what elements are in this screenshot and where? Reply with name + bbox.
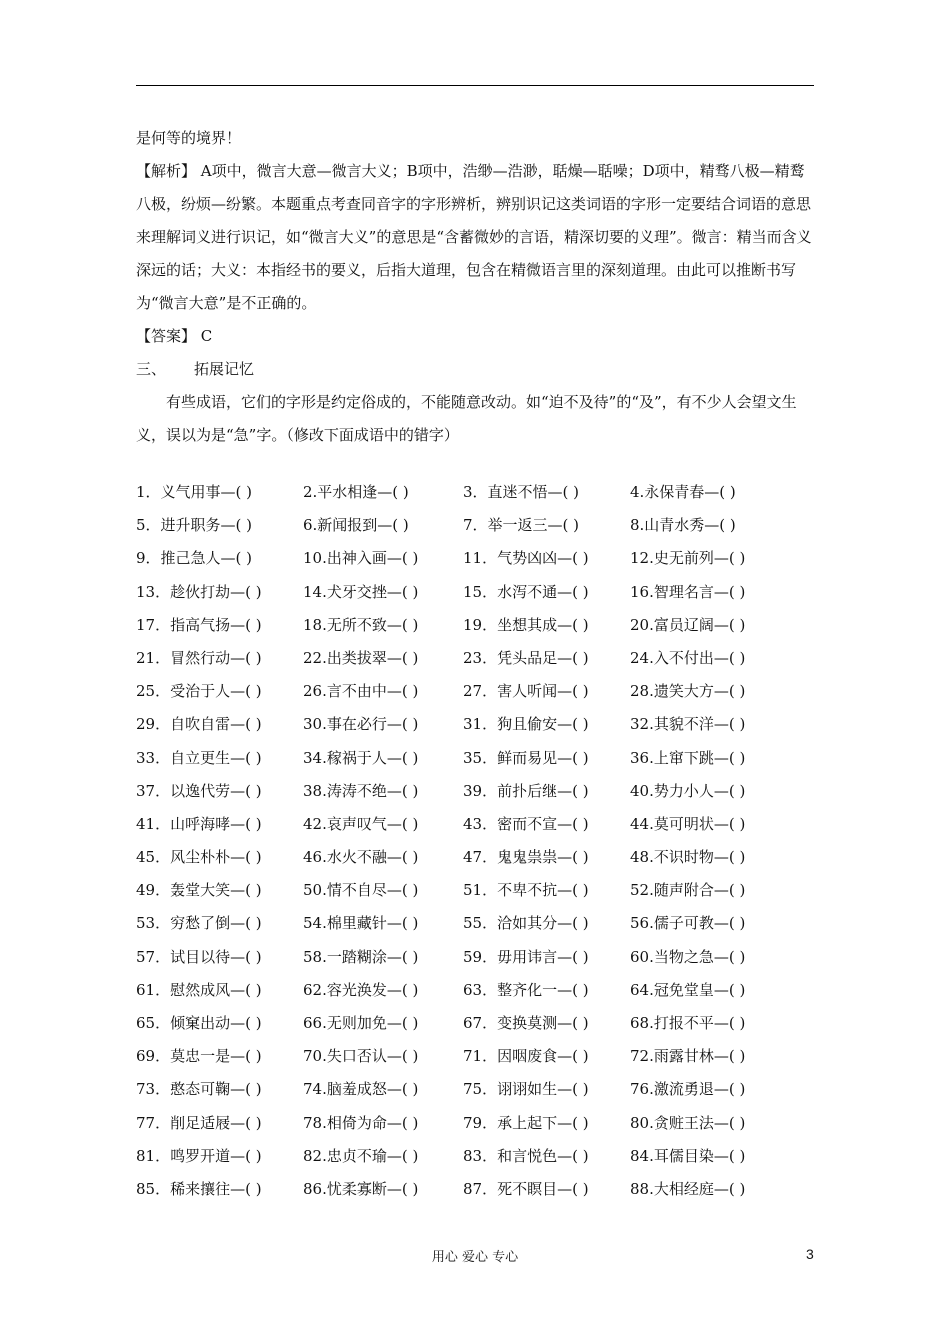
section-heading [136, 353, 816, 386]
idiom-row [136, 509, 816, 542]
idiom-item: 48.不识时物—( ) [630, 848, 746, 867]
idiom-row [136, 609, 816, 642]
idiom-item: 87．死不瞑目—( ) [463, 1179, 589, 1198]
idiom-item: 41．山呼海哮—( ) [136, 814, 262, 833]
idiom-item: 25．受治于人—( ) [136, 682, 262, 701]
idiom-item: 47．鬼鬼祟祟—( ) [463, 848, 589, 867]
idiom-item: 2.平水相逢—( ) [303, 483, 409, 501]
idiom-item: 74.脑羞成怒—( ) [303, 1080, 419, 1099]
idiom-item: 7．举一返三—( ) [463, 516, 580, 535]
idiom-item: 45．风尘朴朴—( ) [136, 848, 262, 867]
document-body [136, 122, 816, 452]
idiom-item: 6.新闻报到—( ) [303, 516, 409, 535]
idiom-row [136, 708, 816, 741]
idiom-item: 65．倾窠出动—( ) [136, 1014, 262, 1032]
idiom-item: 73．憨态可鞠—( ) [136, 1080, 262, 1099]
idiom-item: 63．整齐化一—( ) [463, 980, 589, 999]
idiom-item: 24.入不付出—( ) [630, 648, 746, 667]
idiom-row [136, 974, 816, 1007]
idiom-item: 11．气势凶凶—( ) [463, 549, 589, 568]
idiom-item: 49．轰堂大笑—( ) [136, 881, 262, 900]
idiom-item: 80.贪赃王法—( ) [630, 1113, 746, 1132]
idiom-item: 58.一踏糊涂—( ) [303, 947, 419, 966]
idiom-item: 86.忧柔寡断—( ) [303, 1179, 419, 1198]
idiom-row [136, 941, 816, 974]
idiom-item: 67．变换莫测—( ) [463, 1014, 589, 1032]
idiom-item: 10.出神入画—( ) [303, 549, 419, 568]
idiom-item: 3．直迷不悟—( ) [463, 483, 580, 501]
idiom-item: 46.水火不融—( ) [303, 848, 419, 867]
idiom-row [136, 476, 816, 509]
idiom-item: 38.涛涛不绝—( ) [303, 781, 419, 800]
idiom-item: 43．密而不宣—( ) [463, 814, 589, 833]
idiom-item: 12.史无前列—( ) [630, 549, 746, 568]
idiom-item: 1．义气用事—( ) [136, 483, 253, 501]
idiom-item: 29．自吹自雷—( ) [136, 715, 262, 734]
idiom-row [136, 1073, 816, 1106]
idiom-item: 39．前扑后继—( ) [463, 781, 589, 800]
idiom-item: 37．以逸代劳—( ) [136, 781, 262, 800]
idiom-item: 50.情不自尽—( ) [303, 881, 419, 900]
idiom-item: 82.忠贞不瑜—( ) [303, 1146, 419, 1165]
idiom-item: 72.雨露甘林—( ) [630, 1047, 746, 1066]
idiom-item: 36.上窜下跳—( ) [630, 748, 746, 767]
idiom-row [136, 576, 816, 609]
idiom-row [136, 742, 816, 775]
idiom-exercise-grid [136, 476, 816, 1206]
paragraph-continuation: 是何等的境界！ [136, 129, 242, 147]
idiom-row [136, 841, 816, 874]
idiom-item: 79．承上起下—( ) [463, 1113, 589, 1132]
idiom-item: 35．鲜而易见—( ) [463, 748, 589, 767]
idiom-item: 71．因咽废食—( ) [463, 1047, 589, 1066]
idiom-item: 16.智理名言—( ) [630, 582, 746, 601]
idiom-row [136, 1140, 816, 1173]
idiom-row [136, 675, 816, 708]
instruction-paragraph: 有些成语，它们的字形是约定俗成的，不能随意改动。如“迫不及待”的“及”，有不少人会望文生义，误以为是“急”字。（修改下面成语中的错字） [136, 393, 797, 444]
idiom-item: 57．试目以待—( ) [136, 947, 262, 966]
idiom-item: 61．慰然成风—( ) [136, 980, 262, 999]
section-title: 拓展记忆 [194, 360, 255, 378]
idiom-item: 76.激流勇退—( ) [630, 1080, 746, 1099]
header-rule [136, 85, 814, 86]
idiom-row [136, 1173, 816, 1206]
idiom-item: 55．洽如其分—( ) [463, 914, 589, 933]
idiom-row [136, 642, 816, 675]
idiom-row [136, 874, 816, 907]
idiom-item: 42.哀声叹气—( ) [303, 814, 419, 833]
idiom-item: 78.相倚为命—( ) [303, 1113, 419, 1132]
section-number: 三、 [136, 360, 167, 378]
idiom-item: 23．凭头品足—( ) [463, 648, 589, 667]
idiom-item: 21．冒然行动—( ) [136, 648, 262, 667]
idiom-item: 33．自立更生—( ) [136, 748, 262, 767]
idiom-item: 40.势力小人—( ) [630, 781, 746, 800]
idiom-item: 15．水泻不通—( ) [463, 582, 589, 601]
idiom-row [136, 1107, 816, 1140]
idiom-item: 22.出类拔翠—( ) [303, 648, 419, 667]
page-number: 3 [806, 1246, 814, 1262]
idiom-item: 52.随声附合—( ) [630, 881, 746, 900]
analysis-paragraph: 【解析】 A项中，微言大意—微言大义；B项中，浩缈—浩渺，聒燥—聒噪；D项中，精骛八极—精鹜八极，纷烦—纷繁。本题重点考查同音字的字形辨析，辨别识记这类词语的字形一定要结合词语的意思来理解词义进行识记，如“微言大义”的意思是“含蓄微妙的言语，精深切要的义理”。微言：精当而含义深远的话；大义：本指经书的要义，后指大道理，包含在精微语言里的深刻道理。由此可以推断书写为“微言大意”是不正确的。 [136, 162, 812, 312]
idiom-item: 81．鸣罗开道—( ) [136, 1146, 262, 1165]
idiom-item: 68.打报不平—( ) [630, 1014, 746, 1032]
idiom-item: 19．坐想其成—( ) [463, 615, 589, 634]
idiom-item: 31．狗且偷安—( ) [463, 715, 589, 734]
idiom-item: 54.棉里藏针—( ) [303, 914, 419, 933]
idiom-item: 75．诩诩如生—( ) [463, 1080, 589, 1099]
idiom-item: 20.富员辽阔—( ) [630, 615, 746, 634]
idiom-item: 88.大相经庭—( ) [630, 1179, 746, 1198]
idiom-item: 44.莫可明状—( ) [630, 814, 746, 833]
idiom-row [136, 775, 816, 808]
idiom-item: 5．进升职务—( ) [136, 516, 253, 535]
idiom-item: 14.犬牙交挫—( ) [303, 582, 419, 601]
idiom-item: 77．削足适屐—( ) [136, 1113, 262, 1132]
idiom-item: 66.无则加免—( ) [303, 1014, 419, 1032]
idiom-row [136, 542, 816, 575]
idiom-item: 84.耳儒目染—( ) [630, 1146, 746, 1165]
idiom-item: 83．和言悦色—( ) [463, 1146, 589, 1165]
idiom-item: 32.其貌不洋—( ) [630, 715, 746, 734]
idiom-item: 53．穷愁了倒—( ) [136, 914, 262, 933]
idiom-item: 13．趁伙打劫—( ) [136, 582, 262, 601]
answer-paragraph: 【答案】 C [136, 327, 213, 345]
idiom-item: 26.言不由中—( ) [303, 682, 419, 701]
idiom-item: 85．稀来攘往—( ) [136, 1179, 262, 1198]
idiom-item: 28.遗笑大方—( ) [630, 682, 746, 701]
idiom-item: 59．毋用讳言—( ) [463, 947, 589, 966]
idiom-row [136, 907, 816, 940]
idiom-item: 70.失口否认—( ) [303, 1047, 419, 1066]
idiom-item: 60.当物之急—( ) [630, 947, 746, 966]
page-footer: 用心 爱心 专心 [431, 1250, 519, 1265]
idiom-item: 8.山青水秀—( ) [630, 516, 736, 535]
idiom-item: 30.事在必行—( ) [303, 715, 419, 734]
idiom-item: 18.无所不致—( ) [303, 615, 419, 634]
idiom-item: 17．指高气扬—( ) [136, 615, 262, 634]
idiom-item: 9．推己急人—( ) [136, 549, 253, 568]
idiom-item: 51．不卑不抗—( ) [463, 881, 589, 900]
idiom-item: 4.永保青春—( ) [630, 483, 736, 501]
idiom-item: 64.冠免堂皇—( ) [630, 980, 746, 999]
idiom-item: 56.儒子可教—( ) [630, 914, 746, 933]
idiom-item: 69．莫忠一是—( ) [136, 1047, 262, 1066]
idiom-item: 62.容光涣发—( ) [303, 980, 419, 999]
idiom-row [136, 1040, 816, 1073]
idiom-row [136, 1007, 816, 1040]
idiom-item: 34.稼祸于人—( ) [303, 748, 419, 767]
idiom-row [136, 808, 816, 841]
idiom-item: 27．害人听闻—( ) [463, 682, 589, 701]
